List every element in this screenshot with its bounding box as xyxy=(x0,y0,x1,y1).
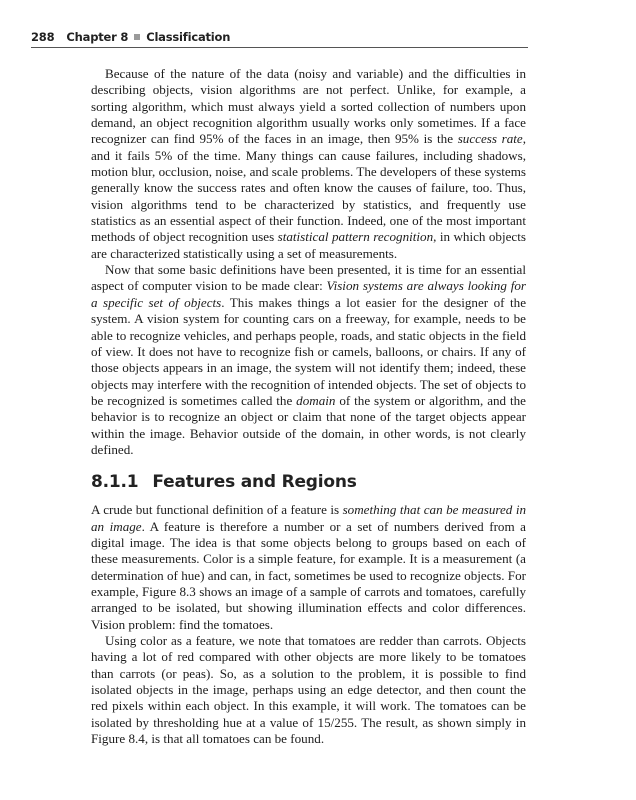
paragraph xyxy=(91,262,526,458)
page-number: 288 xyxy=(31,30,55,44)
section-title: Features and Regions xyxy=(152,472,357,493)
italic-phrase: Vision systems are always looking for a specific set of objects xyxy=(91,278,526,310)
italic-phrase: something that can be measured in an image xyxy=(91,502,527,534)
italic-phrase: domain xyxy=(296,392,336,408)
paragraph xyxy=(91,66,526,262)
chapter-title: Classification xyxy=(146,30,231,44)
italic-phrase: success rate xyxy=(457,131,523,147)
text-run: , and it fails 5% of the time. Many things can cause failures, including shadows, motion blur, occlusion, noise, and scale problems. The developers of these systems generally know the success rates and often know the causes of failure, too. Thus, vision algorithms tend to be characterized by statistics, and frequently use statistics as an essential aspect of their function. Indeed, one of the most important methods of object recognition uses xyxy=(91,131,526,245)
text-run: of the system or algorithm, and the behavior is to recognize an object or claim that none of the target objects appear within the image. Behavior outside of the domain, in other words, is not clearly defined. xyxy=(91,392,526,457)
separator-square-icon xyxy=(134,34,140,40)
text-run: , in which objects are characterized statistically using a set of measurements. xyxy=(91,229,526,261)
text-run: . This makes things a lot easier for the designer of the system. A vision system for counting cars on a freeway, for example, needs to be able to recognize vehicles, and perhaps people, roads, and static objects in the field of view. It does not have to recognize fish or camels, balloons, or chairs. If any of those objects appears in an image, the system will not identify them; indeed, these objects may interfere with the recognition of intended objects. The set of objects to be recognized is sometimes called the xyxy=(91,294,527,408)
text-run: Using color as a feature, we note that tomatoes are redder than carrots. Objects having a lot of red compared with other objects are more likely to be tomatoes than carrots (or peas). So, as a solution to the problem, it is possible to find isolated objects in the image, perhaps using an edge detector, and then count the red pixels within each object. In this example, it will work. The tomatoes can be isolated by thresholding hue at a value of 15/255. The result, as shown simply in Figure 8.4, is that all tomatoes can be found. xyxy=(91,633,526,747)
section-number: 8.1.1 xyxy=(91,472,139,493)
text-run: A crude but functional definition of a feature is xyxy=(91,502,343,518)
running-head xyxy=(31,30,528,48)
text-run: Because of the nature of the data (noisy and variable) and the difficulties in describing objects, vision algorithms are not perfect. Unlike, for example, a sorting algorithm, which must always yield a sorted collection of numbers upon demand, an object recognition algorithm usually works only sometimes. If a face recognizer can find 95% of the faces in an image, then 95% is the xyxy=(91,66,526,147)
text-run: Now that some basic definitions have been presented, it is time for an essential aspect of computer vision to be made clear: xyxy=(91,262,526,294)
chapter-label: Chapter 8 xyxy=(66,30,129,44)
paragraph xyxy=(91,502,526,633)
section-heading xyxy=(91,472,526,492)
italic-phrase: statistical pattern recognition xyxy=(277,229,434,245)
text-run: . A feature is therefore a number or a set of numbers derived from a digital image. The idea is that some objects belong to groups based on each of these measurements. Color is a simple feature, for example. It is a measurement (a determination of hue) and can, in fact, sometimes be used to recognize objects. For example, Figure 8.3 shows an image of a sample of carrots and tomatoes, carefully arranged to be isolated, but showing illumination effects and color differences. Vision problem: find the tomatoes. xyxy=(91,518,526,632)
paragraph xyxy=(91,633,526,747)
body-text xyxy=(91,66,526,747)
